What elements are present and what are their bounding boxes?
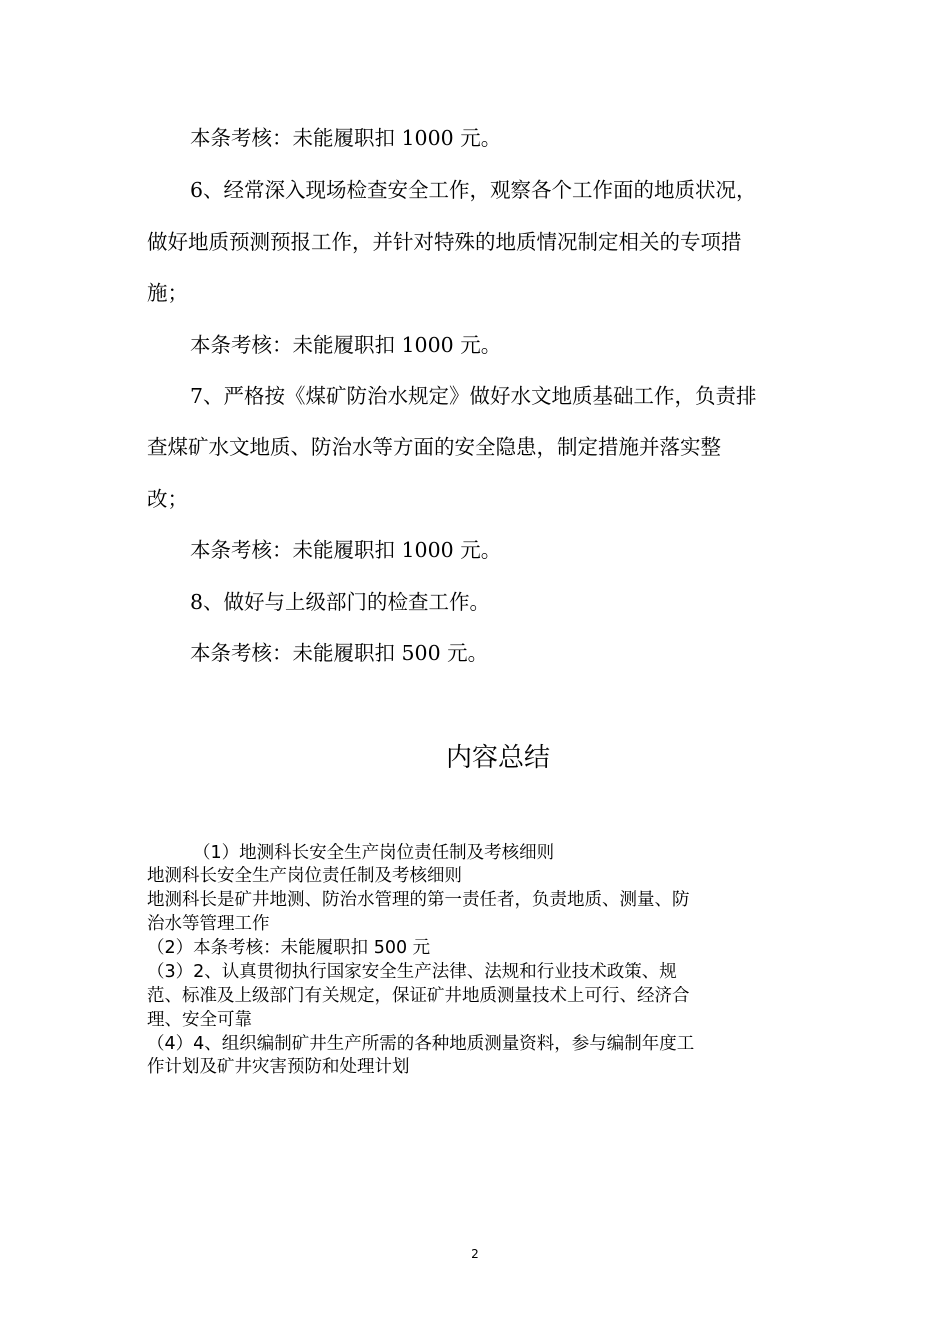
- summary-line: （4）4、组织编制矿井生产所需的各种地质测量资料，参与编制年度工: [147, 1034, 695, 1054]
- assessment-paragraph: 本条考核：未能履职扣 1000 元。: [190, 126, 502, 150]
- assessment-paragraph: 本条考核：未能履职扣 1000 元。: [190, 333, 502, 357]
- summary-line: 治水等管理工作: [147, 914, 270, 934]
- summary-line: （2）本条考核：未能履职扣 500 元: [147, 938, 431, 958]
- item-6-line-1: 6、经常深入现场检查安全工作，观察各个工作面的地质状况，: [190, 178, 757, 202]
- assessment-paragraph: 本条考核：未能履职扣 1000 元。: [190, 538, 502, 562]
- summary-line: 地测科长是矿井地测、防治水管理的第一责任者，负责地质、测量、防: [147, 890, 690, 910]
- summary-line: （3）2、认真贯彻执行国家安全生产法律、法规和行业技术政策、规: [147, 962, 677, 982]
- summary-title: 内容总结: [446, 743, 551, 773]
- item-6-line-2: 做好地质预测预报工作，并针对特殊的地质情况制定相关的专项措: [147, 230, 742, 254]
- item-6-line-3: 施；: [147, 281, 188, 305]
- assessment-paragraph: 本条考核：未能履职扣 500 元。: [190, 641, 489, 665]
- page-number: 2: [471, 1247, 479, 1261]
- item-8: 8、做好与上级部门的检查工作。: [190, 590, 491, 614]
- item-7-line-2: 查煤矿水文地质、防治水等方面的安全隐患，制定措施并落实整: [147, 435, 721, 459]
- summary-line: （1）地测科长安全生产岗位责任制及考核细则: [193, 843, 555, 863]
- summary-line: 作计划及矿井灾害预防和处理计划: [147, 1057, 410, 1077]
- summary-line: 理、安全可靠: [147, 1010, 252, 1030]
- item-7-line-1: 7、严格按《煤矿防治水规定》做好水文地质基础工作，负责排: [190, 384, 757, 408]
- summary-line: 地测科长安全生产岗位责任制及考核细则: [147, 866, 462, 886]
- item-7-line-3: 改；: [147, 487, 188, 511]
- summary-line: 范、标准及上级部门有关规定，保证矿井地质测量技术上可行、经济合: [147, 986, 690, 1006]
